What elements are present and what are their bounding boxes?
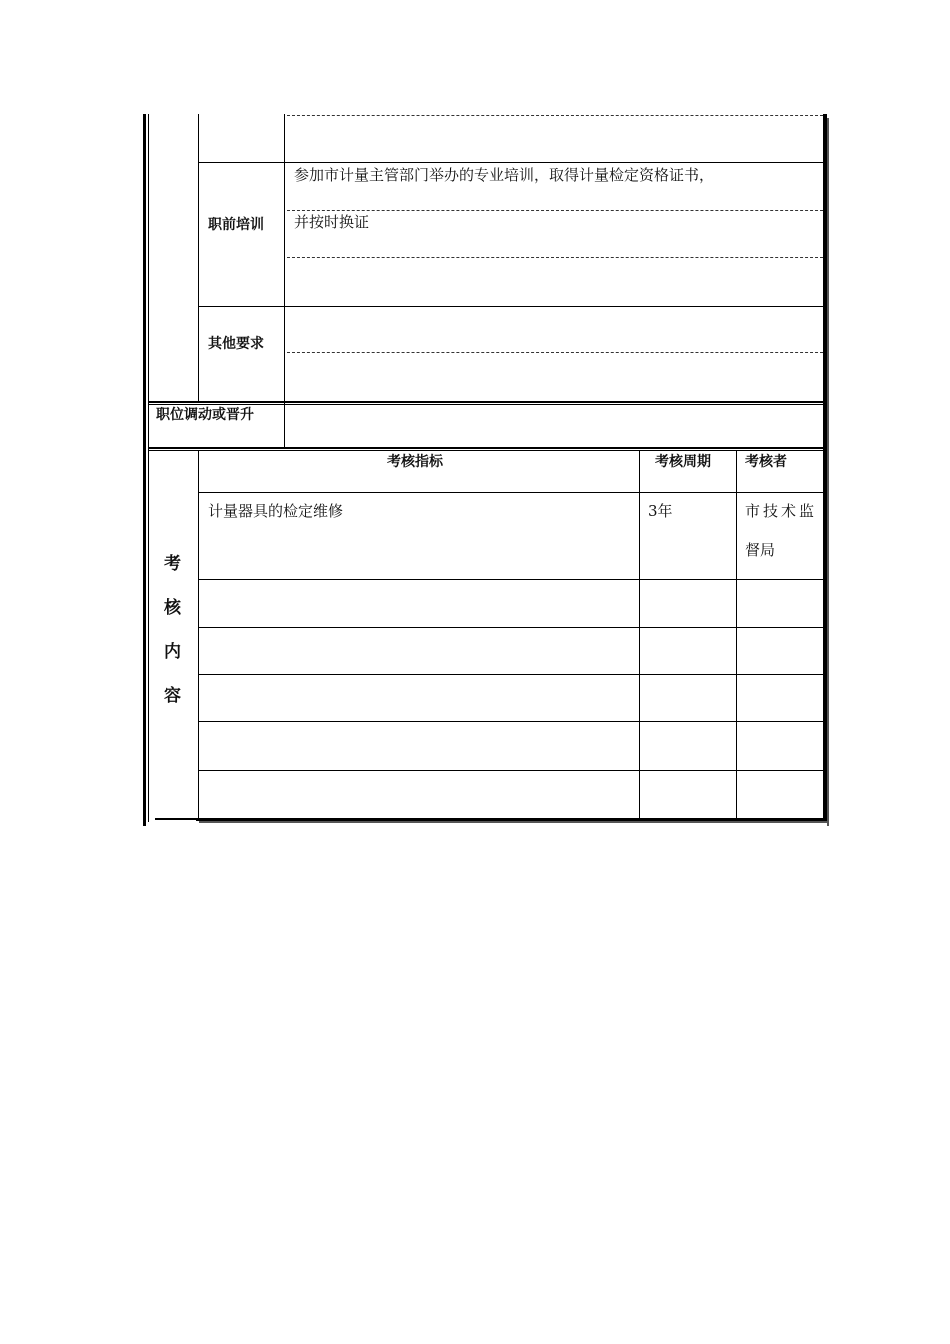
assess-row-line (199, 721, 823, 722)
assess-col-divider-3 (736, 451, 737, 818)
header-cycle: 考核周期 (655, 454, 711, 470)
other-requirements-label: 其他要求 (208, 336, 264, 352)
row-assessor-line2: 督局 (745, 541, 776, 559)
outer-left-border (143, 114, 146, 826)
assessment-section-label-char: 核 (164, 598, 181, 618)
assess-row-line (199, 674, 823, 675)
row-line-assess-top-2 (149, 450, 823, 451)
assess-row-line (199, 627, 823, 628)
row-line-other-top (199, 306, 823, 307)
row-cycle: 3年 (648, 502, 673, 520)
pre-job-training-label: 职前培训 (208, 217, 264, 233)
outer-right-shadow (827, 118, 829, 826)
dashed-line (287, 257, 823, 258)
row-assessor-line1: 市技术监 (745, 502, 818, 520)
outer-left-border-inner (148, 114, 149, 822)
row-line-transfer-top (149, 401, 823, 403)
header-indicator: 考核指标 (387, 454, 443, 470)
assess-row-line (199, 492, 823, 493)
row-line-training-top (199, 162, 823, 163)
header-assessor: 考核者 (745, 454, 787, 470)
upper-col-divider-1 (198, 114, 199, 402)
assess-row-line (199, 770, 823, 771)
upper-col-divider-2 (284, 114, 285, 449)
dashed-line (287, 210, 823, 211)
pre-job-training-text-1: 参加市计量主管部门举办的专业培训，取得计量检定资格证书， (294, 166, 715, 184)
assess-col-divider-2 (639, 451, 640, 818)
assessment-section-label-char: 内 (164, 642, 181, 662)
assess-col-divider-1 (198, 451, 199, 819)
row-line-assess-top (149, 447, 823, 449)
outer-bottom-left (155, 818, 197, 820)
pre-job-training-text-2: 并按时换证 (294, 213, 370, 231)
row-indicator: 计量器具的检定维修 (208, 502, 344, 520)
dashed-line (287, 352, 823, 353)
assess-row-line (199, 579, 823, 580)
assessment-section-label-char: 考 (164, 554, 181, 574)
assessment-section-label-char: 容 (164, 686, 181, 706)
dashed-line (287, 115, 823, 116)
outer-bottom-shadow (199, 821, 829, 823)
transfer-promotion-label: 职位调动或晋升 (156, 407, 254, 423)
